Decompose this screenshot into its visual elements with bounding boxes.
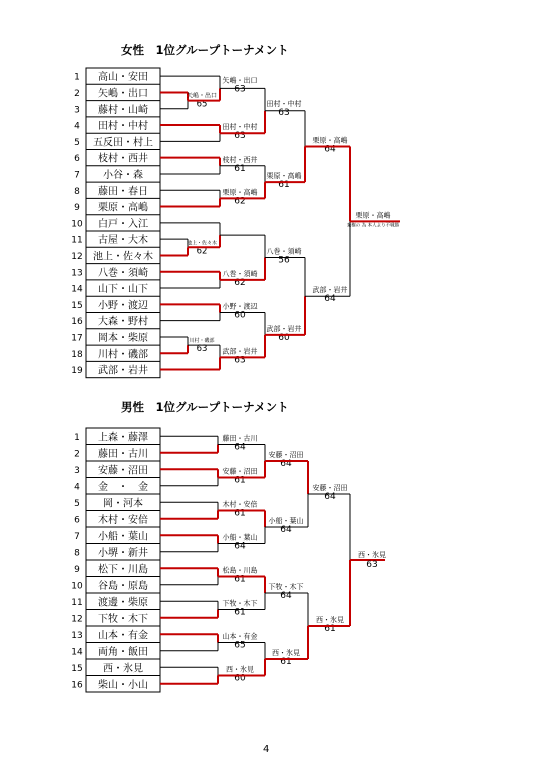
match-winner: 松島・川島 bbox=[222, 566, 258, 575]
player-name: 栗原・高嶋 bbox=[98, 202, 148, 214]
match-winner: 下牧・木下 bbox=[268, 583, 304, 591]
match-score: 63 bbox=[234, 131, 246, 142]
match-score: 64 bbox=[324, 144, 336, 155]
player-name: 田村・中村 bbox=[98, 121, 148, 133]
match-score: 60 bbox=[234, 673, 246, 684]
match-score: 61 bbox=[278, 180, 290, 191]
match-winner: 池上・佐々木 bbox=[186, 240, 218, 247]
seed-number: 6 bbox=[74, 515, 80, 526]
seed-number: 6 bbox=[74, 154, 80, 165]
match-score: 62 bbox=[234, 196, 246, 207]
match-score: 60 bbox=[278, 332, 290, 343]
player-name: 藤田・古川 bbox=[98, 448, 148, 460]
match-winner: 西・氷見 bbox=[226, 665, 254, 674]
match-score: 65 bbox=[234, 640, 246, 651]
match-winner: 矢嶋・出口 bbox=[186, 92, 218, 100]
seed-number: 15 bbox=[71, 300, 83, 311]
seed-number: 14 bbox=[71, 647, 83, 658]
match-score: 61 bbox=[280, 657, 292, 667]
player-name: 枝村・西井 bbox=[98, 153, 148, 165]
champion-note: 棄権の 為 本人より不戦勝 bbox=[346, 223, 400, 229]
champion-name: 栗原・高嶋 bbox=[355, 211, 391, 220]
match-winner: 武部・岩井 bbox=[266, 324, 302, 333]
seed-number: 16 bbox=[71, 317, 83, 328]
match-score: 65 bbox=[196, 99, 208, 110]
champion-name: 西・氷見 bbox=[358, 551, 386, 559]
player-name: 藤田・春日 bbox=[98, 186, 148, 198]
player-name: 古屋・大木 bbox=[98, 235, 148, 247]
seed-number: 12 bbox=[71, 614, 83, 625]
seed-number: 13 bbox=[71, 630, 83, 641]
seed-number: 3 bbox=[74, 105, 80, 116]
player-name: 小船・葉山 bbox=[98, 531, 148, 543]
seed-number: 3 bbox=[74, 465, 80, 476]
match-score: 62 bbox=[234, 277, 246, 288]
match-score: 61 bbox=[234, 508, 246, 519]
player-name: 小谷・森 bbox=[103, 169, 143, 181]
men-title: 男性 1位グループトーナメント bbox=[121, 400, 289, 414]
match-score: 64 bbox=[280, 525, 292, 535]
player-name: 池上・佐々木 bbox=[93, 251, 153, 263]
match-winner: 武部・岩井 bbox=[312, 286, 348, 295]
seed-number: 8 bbox=[74, 186, 80, 197]
champion-score: 63 bbox=[366, 560, 378, 570]
match-winner: 栗原・高嶋 bbox=[266, 172, 302, 181]
seed-number: 12 bbox=[71, 251, 83, 262]
seed-number: 13 bbox=[71, 268, 83, 279]
match-score: 62 bbox=[196, 246, 208, 257]
page-number: 4 bbox=[263, 744, 270, 755]
match-score: 60 bbox=[234, 310, 246, 321]
player-name: 上森・藤澤 bbox=[98, 432, 148, 444]
seed-number: 7 bbox=[74, 531, 80, 542]
player-name: 藤村・山崎 bbox=[98, 104, 148, 116]
match-score: 63 bbox=[278, 107, 290, 118]
player-name: 西・氷見 bbox=[103, 663, 143, 675]
seed-number: 5 bbox=[74, 498, 80, 509]
player-name: 柴山・小山 bbox=[98, 679, 148, 691]
match-winner: 栗原・高嶋 bbox=[312, 136, 348, 145]
player-name: 高山・安田 bbox=[98, 72, 148, 84]
match-winner: 西・氷見 bbox=[316, 616, 344, 624]
player-name: 武部・岩井 bbox=[98, 365, 148, 377]
match-winner: 山本・有金 bbox=[222, 632, 258, 641]
player-name: 大森・野村 bbox=[98, 316, 148, 328]
player-name: 山本・有金 bbox=[98, 630, 148, 642]
seed-number: 1 bbox=[74, 432, 80, 443]
match-winner: 小船・葉山 bbox=[222, 533, 258, 542]
match-score: 61 bbox=[234, 574, 246, 585]
match-winner: 小野・渡辺 bbox=[222, 302, 258, 311]
seed-number: 15 bbox=[71, 663, 83, 674]
player-name: 下牧・木下 bbox=[98, 613, 148, 625]
seed-number: 11 bbox=[71, 597, 83, 608]
match-score: 64 bbox=[234, 541, 246, 552]
match-score: 61 bbox=[234, 607, 246, 618]
seed-number: 17 bbox=[71, 333, 83, 344]
player-name: 八巻・須崎 bbox=[98, 267, 148, 279]
seed-number: 18 bbox=[71, 349, 83, 360]
match-winner: 武部・岩井 bbox=[222, 347, 258, 356]
player-name: 五反田・村上 bbox=[93, 137, 153, 149]
match-winner: 八巻・須崎 bbox=[222, 269, 258, 278]
seed-number: 19 bbox=[71, 366, 83, 377]
women-title: 女性 1位グループトーナメント bbox=[121, 43, 289, 57]
match-score: 64 bbox=[280, 459, 292, 469]
seed-number: 7 bbox=[74, 170, 80, 181]
seed-number: 9 bbox=[74, 203, 80, 214]
player-name: 両角・飯田 bbox=[98, 646, 148, 658]
match-score: 56 bbox=[278, 255, 290, 266]
seed-number: 1 bbox=[74, 72, 80, 83]
match-score: 64 bbox=[280, 591, 292, 601]
player-name: 川村・磯部 bbox=[98, 349, 148, 361]
player-name: 松下・川島 bbox=[98, 564, 148, 576]
match-winner: 藤田・古川 bbox=[222, 434, 258, 443]
match-winner: 木村・安倍 bbox=[222, 500, 258, 509]
player-name: 山下・山下 bbox=[98, 284, 148, 296]
match-winner: 下牧・木下 bbox=[222, 599, 258, 608]
player-name: 岡・河本 bbox=[103, 498, 143, 510]
seed-number: 9 bbox=[74, 564, 80, 575]
match-score: 63 bbox=[234, 355, 246, 366]
match-score: 61 bbox=[234, 163, 246, 174]
match-winner: 田村・中村 bbox=[266, 99, 302, 108]
match-score: 61 bbox=[324, 624, 336, 634]
match-winner: 安藤・沼田 bbox=[222, 467, 258, 476]
player-name: 小堺・新井 bbox=[98, 547, 148, 559]
player-name: 谷島・原島 bbox=[98, 580, 148, 592]
match-winner: 枝村・西井 bbox=[222, 155, 258, 164]
player-name: 安藤・沼田 bbox=[98, 465, 148, 477]
seed-number: 2 bbox=[74, 88, 80, 99]
player-name: 金 ・ 金 bbox=[98, 481, 148, 493]
match-winner: 田村・中村 bbox=[222, 123, 258, 132]
match-winner: 川村・磯部 bbox=[189, 338, 215, 345]
seed-number: 4 bbox=[74, 482, 80, 493]
player-name: 木村・安倍 bbox=[98, 514, 148, 526]
match-winner: 西・氷見 bbox=[272, 649, 300, 657]
match-score: 63 bbox=[234, 84, 246, 95]
player-name: 白戸・入江 bbox=[98, 218, 148, 230]
match-score: 63 bbox=[196, 344, 208, 355]
match-winner: 八巻・須崎 bbox=[266, 247, 302, 256]
seed-number: 10 bbox=[71, 581, 83, 592]
seed-number: 5 bbox=[74, 137, 80, 148]
player-name: 岡本・柴原 bbox=[98, 332, 148, 344]
match-winner: 矢嶋・出口 bbox=[222, 76, 258, 85]
seed-number: 11 bbox=[71, 235, 83, 246]
match-score: 64 bbox=[234, 442, 246, 453]
seed-number: 16 bbox=[71, 680, 83, 691]
player-name: 小野・渡辺 bbox=[98, 300, 148, 312]
seed-number: 10 bbox=[71, 219, 83, 230]
seed-number: 8 bbox=[74, 548, 80, 559]
match-winner: 栗原・高嶋 bbox=[222, 188, 258, 197]
match-score: 64 bbox=[324, 294, 336, 305]
seed-number: 4 bbox=[74, 121, 80, 132]
player-name: 渡邊・柴原 bbox=[98, 597, 148, 609]
player-name: 矢嶋・出口 bbox=[98, 88, 148, 100]
match-winner: 安藤・沼田 bbox=[312, 484, 348, 492]
match-winner: 小船・葉山 bbox=[268, 517, 304, 525]
match-score: 64 bbox=[324, 492, 336, 502]
match-score: 61 bbox=[234, 475, 246, 486]
seed-number: 2 bbox=[74, 449, 80, 460]
match-winner: 安藤・沼田 bbox=[268, 451, 304, 459]
seed-number: 14 bbox=[71, 284, 83, 295]
